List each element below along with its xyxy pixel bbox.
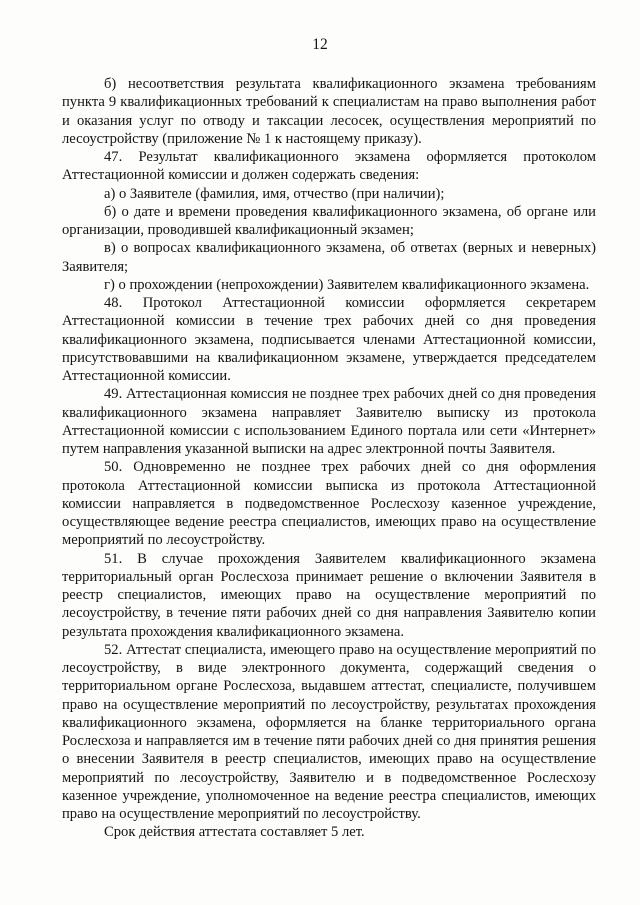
paragraph-52: 52. Аттестат специалиста, имеющего право на осуществление мероприятий по лесоустройству, в виде электронного документа, содержащий сведения о территориальном органе Рослесхоза, выдавшем аттестат, специалисте, получившем право на осуществление мероприятий по лесоустройству, результатах прохождения квалификационного экзамена, оформляется на бланке территориального органа Рослесхоза и направляется им в течение пяти рабочих дней со дня принятия решения о внесении Заявителя в реестр специалистов, имеющих право на осуществление мероприятий по лесоустройству, Заявителю и в подведомственное Рослесхозу казенное учреждение, уполномоченное на ведение реестра специалистов, имеющих право на осуществление мероприятий по лесоустройству. [62, 641, 596, 822]
paragraph-item-g: г) о прохождении (непрохождении) Заявителем квалификационного экзамена. [104, 276, 590, 293]
paragraph-47: 47. Результат квалификационного экзамена оформляется протоколом Аттестационной комиссии и должен содержать сведения: [62, 149, 596, 184]
paragraph-48: 48. Протокол Аттестационной комиссии оформляется секретарем Аттестационной комиссии в течение трех рабочих дней со дня проведения квалификационного экзамена, подписывается членами Аттестационной комиссии, присутствовавшими на квалификационном экзамене, утверждается председателем Аттестационной комиссии. [62, 295, 596, 384]
paragraph-51: 51. В случае прохождения Заявителем квалификационного экзамена территориальный орган Рослесхоза принимает решение о включении Заявителя в реестр специалистов, имеющих право на осуществление мероприятий по лесоустройству, в течение пяти рабочих дней со дня направления Заявителю копии результата прохождения квалификационного экзамена. [62, 550, 596, 640]
paragraph-item-a: а) о Заявителе (фамилия, имя, отчество (при наличии); [104, 185, 445, 202]
paragraph-49: 49. Аттестационная комиссия не позднее трех рабочих дней со дня проведения квалификационного экзамена направляет Заявителю выписку из протокола Аттестационной комиссии с использованием Единого портала или сети «Интернет» путем направления указанной выписки на адрес электронной почты Заявителя. [62, 386, 596, 457]
paragraph-item-b: б) несоответствия результата квалификационного экзамена требованиям пункта 9 квалификационных требований к специалистам на право выполнения работ и оказания услуг по отводу и таксации лесосек, осуществления мероприятий по лесоустройству (приложение № 1 к настоящему приказу). [62, 76, 596, 147]
paragraph-50: 50. Одновременно не позднее трех рабочих дней со дня оформления протокола Аттестационной комиссии выписка из протокола Аттестационной комиссии направляется в подведомственное Рослесхозу казенное учреждение, осуществляющее ведение реестра специалистов, имеющих право на осуществление мероприятий по лесоустройству. [62, 459, 596, 549]
document-body [62, 75, 596, 842]
paragraph-validity-term: Срок действия аттестата составляет 5 лет. [104, 824, 365, 841]
paragraph-item-b-date: б) о дате и времени проведения квалификационного экзамена, об органе или организации, проводившей квалификационный экзамен; [62, 203, 596, 238]
page-number: 12 [312, 36, 328, 53]
paragraph-item-v: в) о вопросах квалификационного экзамена, об ответах (верных и неверных) Заявителя; [62, 240, 596, 275]
